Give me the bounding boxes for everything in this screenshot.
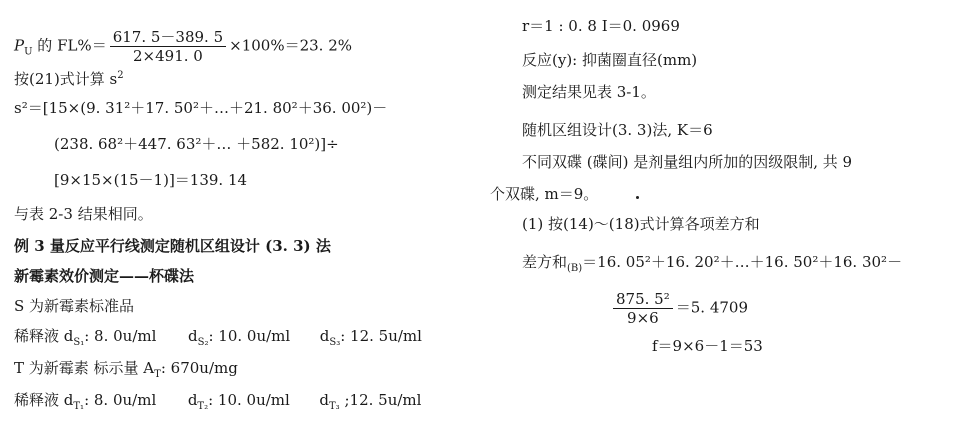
test-t-line: T 为新霉素 标示量 $A_T$: 670u/mg (14, 359, 238, 380)
s-dilution-line: 稀释液 $d_{S_1}$: 8. 0u/ml $d_{S_2}$: 10. 0u/ml $d_{S_3}$: 12. 5u/ml (14, 327, 422, 348)
fl-formula: $P_U$ 的 FL%＝ $\frac{617. 5-389. 5}{2\times 491. 0}$ ×100%＝23. 2% (14, 28, 352, 65)
s2-formula-line3: [9×15×(15－1)]＝139. 14 (54, 171, 248, 189)
s2-formula-line2: (238. 68²＋447. 63²＋… ＋582. 10²)]÷ (54, 135, 339, 153)
example-3-title: 例 3 量反应平行线测定随机区组设计 (3. 3) 法 (14, 237, 331, 255)
dish-line2: 个双碟, m＝9。 (490, 185, 599, 203)
results-line: 测定结果见表 3-1。 (522, 83, 656, 101)
response-line: 反应(y): 抑菌圈直径(mm) (522, 51, 698, 69)
stray-mark (636, 196, 639, 199)
df-line: f＝9×6－1＝53 (652, 337, 763, 355)
step1-line: (1) 按(14)～(18)式计算各项差方和 (522, 215, 760, 233)
s2-formula-line1: s²＝[15×(9. 31²＋17. 50²＋…＋21. 80²＋36. 00²)－ (14, 99, 388, 117)
example-3-subtitle: 新霉素效价测定——杯碟法 (14, 267, 195, 285)
standard-s-line: S 为新霉素标准品 (14, 297, 135, 315)
design-line: 随机区组设计(3. 3)法, K＝6 (522, 121, 713, 139)
t-dilution-line: 稀释液 $d_{T_1}$: 8. 0u/ml $d_{T_2}$: 10. 0u/ml $d_{T_3}$ ;12. 5u/ml (14, 391, 422, 412)
fl-fraction: $\frac{617. 5-389. 5}{2\times 491. 0}$ (110, 28, 226, 65)
correction-fraction: $\frac{\text{875. 5²}}{9\times 6}$ (613, 290, 673, 327)
sum-squares-line: 差方和$_{(B)}$＝16. 05²＋16. 20²＋…＋16. 50²＋16. 30²－ (522, 253, 903, 274)
dish-line1: 不同双碟 (碟间) 是剂量组内所加的因级限制, 共 9 (522, 153, 853, 171)
table-compare-note: 与表 2-3 结果相同。 (14, 205, 153, 223)
ratio-line: r＝1 : 0. 8 I＝0. 0969 (522, 17, 680, 35)
calc-s2-heading: 按(21)式计算 $s^2$ (14, 70, 124, 88)
correction-term: $\frac{\text{875. 5²}}{9\times 6}$ ＝5. 4709 (610, 290, 748, 327)
